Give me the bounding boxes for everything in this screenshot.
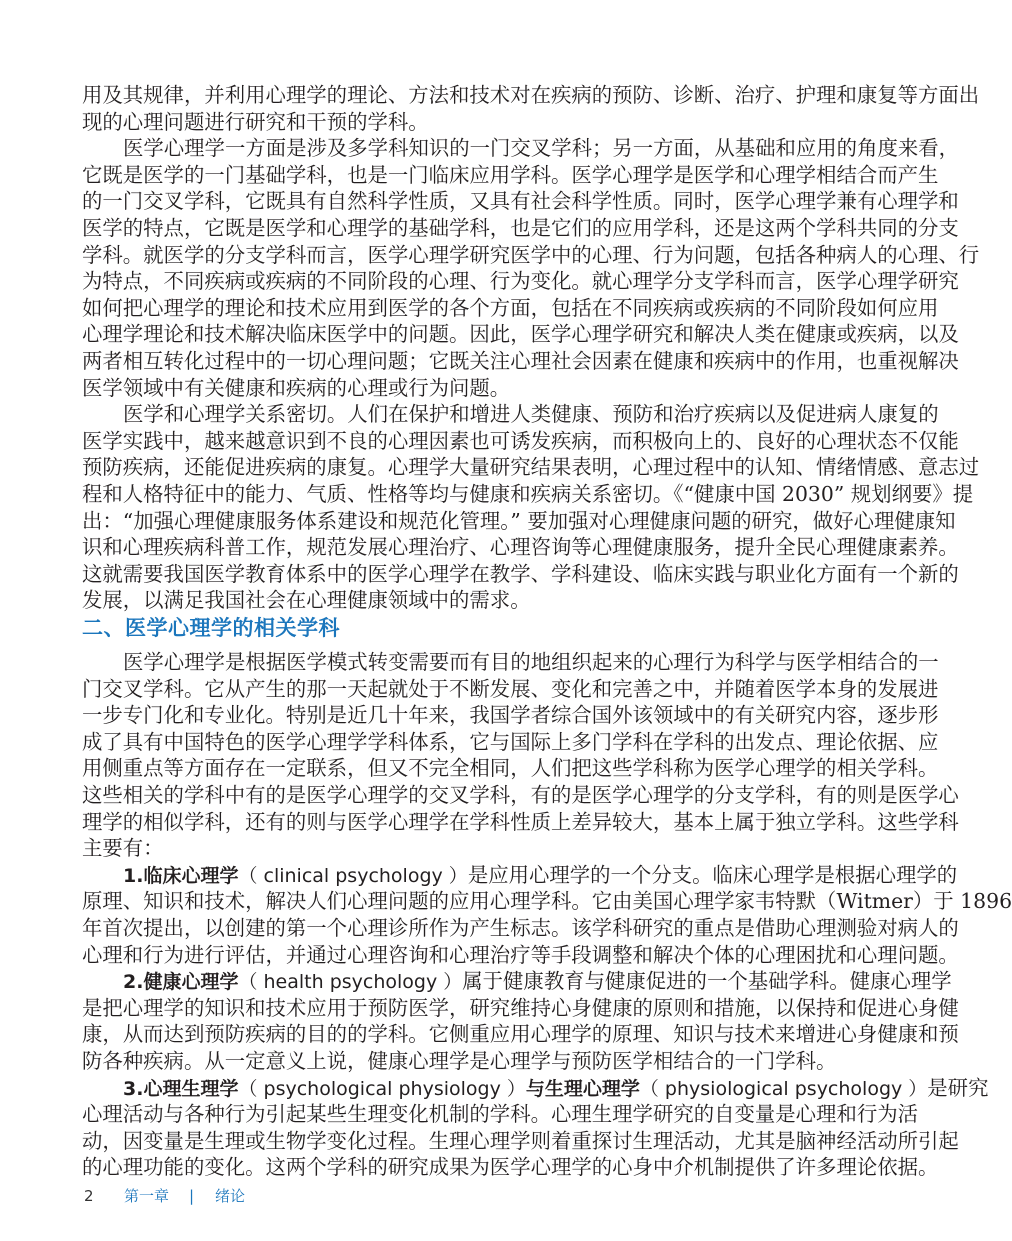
text-line: 原理、知识和技术，解决人们心理问题的应用心理学科。它由美国心理学家韦特默（Witmer）于 1896: [82, 889, 1012, 914]
text-line: 如何把心理学的理论和技术应用到医学的各个方面，包括在不同疾病或疾病的不同阶段如何应用: [82, 295, 939, 320]
text-line: 心理和行为进行评估，并通过心理咨询和心理治疗等手段调整和解决个体的心理困扰和心理问题。: [82, 942, 959, 967]
section-1-body: [82, 82, 980, 614]
text-line: 医学领域中有关健康和疾病的心理或行为问题。: [82, 375, 511, 400]
text-line: 这些相关的学科中有的是医学心理学的交叉学科，有的是医学心理学的分支学科，有的则是医学心: [82, 782, 959, 807]
item-text: 是研究: [927, 1075, 989, 1100]
text-line: 这就需要我国医学教育体系中的医学心理学在教学、学科建设、临床实践与职业化方面有一个新的: [82, 561, 959, 586]
text-line: 用侧重点等方面存在一定联系，但又不完全相同，人们把这些学科称为医学心理学的相关学科。: [82, 756, 939, 781]
text-line: 防各种疾病。从一定意义上说，健康心理学是心理学与预防医学相结合的一门学科。: [82, 1048, 837, 1073]
item-term-en: （ clinical psychology ）: [238, 864, 468, 887]
text-line: 出：“加强心理健康服务体系建设和规范化管理。” 要加强对心理健康问题的研究，做好心理健康知: [82, 508, 956, 533]
item-term: [123, 971, 462, 993]
text-line: 是把心理学的知识和技术应用于预防医学，研究维持心身健康的原则和措施，以保持和促进心身健: [82, 995, 959, 1020]
text-line: [82, 862, 958, 889]
text-line: 程和人格特征中的能力、气质、性格等均与健康和疾病关系密切。《“健康中国 2030” 规划纲要》提: [82, 481, 974, 506]
item-number: 1.: [123, 864, 144, 887]
text-line: 识和心理疾病科普工作，规范发展心理治疗、心理咨询等心理健康服务，提升全民心理健康素养。: [82, 535, 959, 560]
text-line: 发展，以满足我国社会在心理健康领域中的需求。: [82, 588, 531, 613]
list-item: [82, 968, 959, 1074]
text-line: 门交叉学科。它从产生的那一天起就处于不断发展、变化和完善之中，并随着医学本身的发展进: [82, 676, 939, 701]
item-number: 2.: [123, 971, 144, 994]
text-line: 现的心理问题进行研究和干预的学科。: [82, 109, 429, 134]
text-line: 医学心理学是根据医学模式转变需要而有目的地组织起来的心理行为科学与医学相结合的一: [123, 650, 939, 674]
paragraph: [82, 401, 980, 614]
text-line: 医学心理学一方面是涉及多学科知识的一门交叉学科；另一方面，从基础和应用的角度来看，: [123, 136, 960, 161]
text-line: 心理活动与各种行为引起某些生理变化机制的学科。心理生理学研究的自变量是心理和行为活: [82, 1102, 919, 1127]
text-line: 心理学理论和技术解决临床医学中的问题。因此，医学心理学研究和解决人类在健康或疾病，以及: [82, 322, 959, 347]
text-line: 医学实践中，越来越意识到不良的心理因素也可诱发疾病，而积极向上的、良好的心理状态不仅能: [82, 428, 959, 453]
page-number: 2: [84, 1187, 94, 1205]
text-line: 理学的相似学科，还有的则与医学心理学在学科性质上差异较大，基本上属于独立学科。这些学科: [82, 809, 959, 834]
text-line: 学科。就医学的分支学科而言，医学心理学研究医学中的心理、行为问题，包括各种病人的心理、行: [82, 242, 980, 267]
paragraph: [82, 135, 980, 401]
item-term: [123, 865, 468, 887]
paragraph: [82, 82, 980, 135]
text-line: 的一门交叉学科，它既具有自然科学性质，又具有社会科学性质。同时，医学心理学兼有心理学和: [82, 189, 959, 214]
item-term-cn: 健康心理学: [143, 971, 239, 994]
item-term-en: （ psychological physiology ）: [238, 1077, 526, 1100]
text-line: 年首次提出，以创建的第一个心理诊所作为产生标志。该学科研究的重点是借助心理测验对病人的: [82, 915, 959, 940]
item-text: 属于健康教育与健康促进的一个基础学科。健康心理学: [462, 969, 952, 994]
text-line: 主要有：: [82, 836, 164, 861]
section-heading: 二、医学心理学的相关学科: [82, 616, 340, 640]
text-line: 的心理功能的变化。这两个学科的研究成果为医学心理学的心身中介机制提供了许多理论依据。: [82, 1155, 939, 1180]
text-line: 用及其规律，并利用心理学的理论、方法和技术对在疾病的预防、诊断、治疗、护理和康复等方面出: [82, 83, 980, 107]
text-line: 康，从而达到预防疾病的目的的学科。它侧重应用心理学的原理、知识与技术来增进心身健康和预: [82, 1022, 959, 1047]
text-line: 两者相互转化过程中的一切心理问题；它既关注心理社会因素在健康和疾病中的作用，也重视解决: [82, 348, 959, 373]
item-term: [123, 1078, 927, 1100]
section-2-body: [82, 649, 1012, 1181]
text-line: 为特点，不同疾病或疾病的不同阶段的心理、行为变化。就心理学分支学科而言，医学心理学研究: [82, 269, 959, 294]
text-line: 成了具有中国特色的医学心理学学科体系，它与国际上多门学科在学科的出发点、理论依据、应: [82, 729, 939, 754]
item-term2-cn: 与生理心理学: [525, 1077, 640, 1100]
item-term-en: （ health psychology ）: [238, 971, 463, 994]
text-line: [82, 968, 952, 995]
chapter-label: 第一章: [124, 1187, 170, 1205]
item-number: 3.: [123, 1077, 144, 1100]
footer-separator: |: [189, 1187, 195, 1205]
item-term-cn: 心理生理学: [143, 1077, 239, 1100]
text-line: [82, 1075, 989, 1102]
text-line: 预防疾病，还能促进疾病的康复。心理学大量研究结果表明，心理过程中的认知、情绪情感、意志过: [82, 455, 980, 480]
item-term2-en: （ physiological psychology ）: [639, 1077, 928, 1100]
item-text: 是应用心理学的一个分支。临床心理学是根据心理学的: [467, 862, 958, 887]
paragraph: [82, 649, 959, 862]
text-line: 它既是医学的一门基础学科，也是一门临床应用学科。医学心理学是医学和心理学相结合而产生: [82, 162, 939, 187]
text-line: 医学的特点，它既是医学和心理学的基础学科，也是它们的应用学科，还是这两个学科共同的分支: [82, 215, 959, 240]
text-line: 动，因变量是生理或生物学变化过程。生理心理学则着重探讨生理活动，尤其是脑神经活动所引起: [82, 1128, 959, 1153]
item-term-cn: 临床心理学: [143, 864, 239, 887]
text-line: 医学和心理学关系密切。人们在保护和增进人类健康、预防和治疗疾病以及促进病人康复的: [123, 402, 939, 427]
text-line: 一步专门化和专业化。特别是近几十年来，我国学者综合国外该领域中的有关研究内容，逐步形: [82, 703, 939, 728]
list-item: [82, 1075, 989, 1181]
list-item: [82, 862, 1012, 968]
chapter-title: 绪论: [215, 1187, 246, 1205]
